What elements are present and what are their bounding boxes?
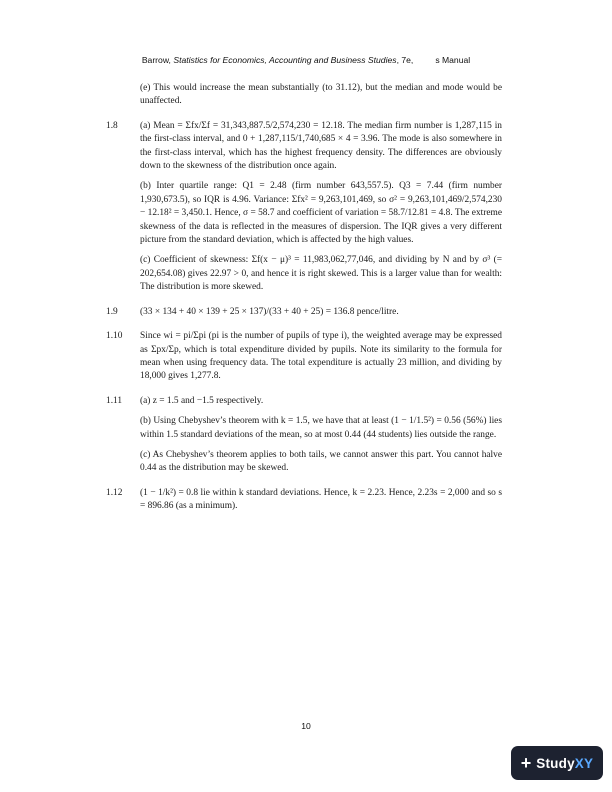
header-manual: s Manual	[435, 55, 471, 65]
solution-1-8-part-c: (c) Coefficient of skewness: Σf(x − μ)³ = 11,983,062,77,046, and dividing by N and by σ³ (= 202,654.08) gives 22.97 > 0, and hence it is right skewed. This is a larger value than for wealth: The distribution is more skewed.	[140, 255, 502, 293]
solution-1-9	[106, 306, 502, 319]
solution-number: 1.12	[106, 487, 123, 498]
solution-number: 1.9	[106, 306, 118, 317]
continuation-block	[106, 82, 502, 109]
solution-1-10-text: Since wi = pi/Σpi (pi is the number of pupils of type i), the weighted average may be expressed as Σpx/Σp, which is total expenditure divided by pupils. Note its similarity to the formula for mean when using frequency data. The total expenditure is actually 23 million, and dividing by 18,000 gives 1,277.8.	[140, 331, 502, 382]
header-book-title: Statistics for Economics, Accounting and Business Studies	[173, 55, 397, 65]
solution-number: 1.11	[106, 395, 123, 406]
solution-1-11	[106, 395, 502, 476]
solution-1-11-part-b: (b) Using Chebyshev’s theorem with k = 1.5, we have that at least (1 − 1/1.5²) = 0.56 (56%) lies within 1.5 standard deviations of the mean, so at most 0.44 (44 students) lies outside the range.	[140, 416, 502, 440]
header-author: Barrow,	[141, 55, 174, 65]
plus-icon: +	[520, 753, 532, 773]
solution-1-11-part-c: (c) As Chebyshev’s theorem applies to both tails, we cannot answer this part. You cannot halve 0.44 as the distribution may be skewed.	[140, 449, 502, 474]
solution-1-10	[106, 330, 502, 384]
solution-number: 1.8	[106, 120, 118, 131]
solution-1-8	[106, 120, 502, 295]
solution-1-12-text: (1 − 1/k²) = 0.8 lie within k standard deviations. Hence, k = 2.23. Hence, 2.23s = 2,000 and so s = 896.86 (as a minimum).	[140, 487, 502, 512]
brand-name: StudyXY	[536, 755, 594, 771]
solution-1-8-part-a: (a) Mean = Σfx/Σf = 31,343,887.5/2,574,230 = 12.18. The median firm number is 1,287,115 in the first-class interval, and 0 + 1,287,115/1,740,685 × 4 = 3.96. The mode is also somewhere in the first-class interval, which has the highest frequency density. The differences are obviously down to the skewness of the distribution once again.	[140, 120, 502, 172]
page-number: 10	[301, 721, 311, 731]
running-header	[0, 55, 612, 65]
solution-1-11-part-a: (a) z = 1.5 and −1.5 respectively.	[140, 395, 264, 406]
document-body	[106, 82, 502, 514]
solution-1-9-text: (33 × 134 + 40 × 139 + 25 × 137)/(33 + 40 + 25) = 136.8 pence/litre.	[140, 306, 399, 317]
solution-1-12	[106, 487, 502, 514]
continuation-paragraph: (e) This would increase the mean substantially (to 31.12), but the median and mode would be unaffected.	[140, 83, 502, 107]
studyxy-watermark	[511, 746, 603, 780]
solution-1-8-part-b: (b) Inter quartile range: Q1 = 2.48 (firm number 643,557.5). Q3 = 7.44 (firm number 1,930,673.5), so IQR is 4.96. Variance: Σfx² = 9,263,101,469, so σ² = 9,263,101,469/2,574,230 − 12.18² = 3,450.1. Hence, σ = 58.7 and coefficient of variation = 58.7/12.81 = 4.8. The extreme skewness of the data is reflected in the measures of dispersion. The IQR gives a very different picture from the standard deviation, which is affected by the high values.	[140, 181, 502, 246]
header-edition: , 7e,	[396, 55, 414, 65]
solution-number: 1.10	[106, 331, 123, 342]
